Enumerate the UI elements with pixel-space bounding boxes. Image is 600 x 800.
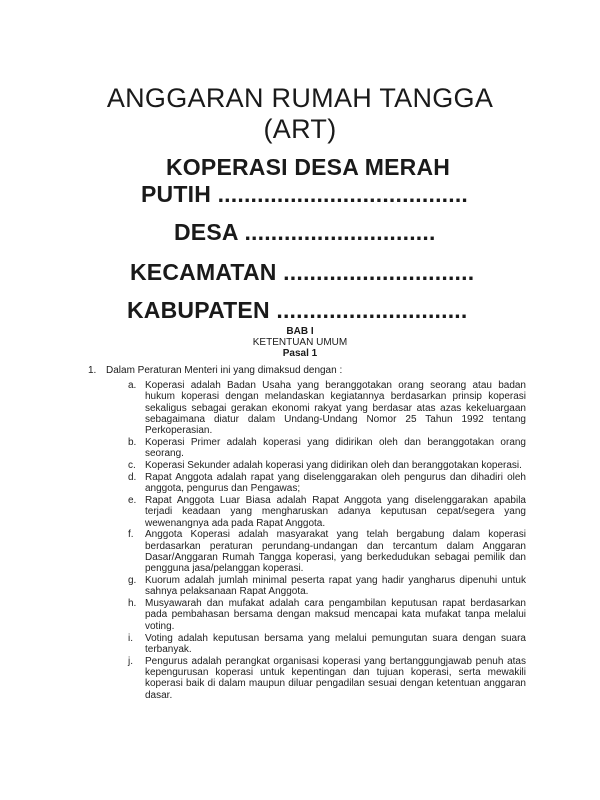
list-item-text: Rapat Anggota adalah rapat yang diselenggarakan oleh pengurus dan dihadiri oleh anggota, pengurus dan Pengawas;: [145, 471, 526, 495]
list-item-text: Koperasi Primer adalah koperasi yang didirikan oleh dan beranggotakan orang seorang.: [145, 436, 526, 460]
cooperative-name: KOPERASI DESA MERAH: [166, 154, 451, 180]
list-item-label: a.: [128, 380, 137, 391]
intro-text: Dalam Peraturan Menteri ini yang dimaksud dengan :: [106, 365, 343, 376]
list-item-label: d.: [128, 471, 137, 483]
list-item: [128, 495, 526, 529]
list-item-text: Voting adalah keputusan bersama yang melalui pemungutan suara dengan suara terbanyak.: [145, 632, 526, 655]
list-item-text: Koperasi Sekunder adalah koperasi yang didirikan oleh dan beranggotakan koperasi.: [145, 460, 522, 472]
article-number: Pasal 1: [282, 348, 318, 359]
chapter-number: BAB I: [286, 326, 314, 337]
definitions-list: [128, 380, 526, 701]
list-item: [128, 472, 526, 495]
list-item-label: j.: [128, 655, 133, 667]
intro-number: 1.: [88, 365, 97, 376]
cooperative-name-continued: PUTIH ......................................: [141, 181, 469, 207]
list-item-text: Musyawarah dan mufakat adalah cara pengambilan keputusan rapat berdasarkan pada pembahasan bersama dengan maksud mencapai kata mufakat tanpa melalui voting.: [145, 598, 526, 632]
document-title: ANGGARAN RUMAH TANGGA: [106, 83, 494, 113]
list-item-text: Rapat Anggota Luar Biasa adalah Rapat Anggota yang diselenggarakan apabila terjadi keadaan yang mengharuskan adanya keputusan cepat/segera yang wewenangnya ada pada Rapat Anggota.: [145, 494, 526, 529]
list-item-text: Koperasi adalah Badan Usaha yang beranggotakan orang seorang atau badan hukum koperasi dengan melandaskan kegiatannya berdasarkan prinsip koperasi sekaligus sebagai gerakan ekonomi rakyat yang berdasar atas azas kekeluargaan sebagaimana diatur dalam Undang-Undang Nomor 25 Tahun 1992 tentang Perkoperasian.: [145, 380, 526, 437]
list-item-text: Pengurus adalah perangkat organisasi koperasi yang bertanggungjawab penuh atas kepengurusan koperasi untuk kepentingan dan tujuan koperasi, serta mewakili koperasi baik di dalam maupun diluar pengadilan sesuai dengan ketentuan anggaran dasar.: [145, 655, 526, 701]
list-item-text: Kuorum adalah jumlah minimal peserta rapat yang hadir yangharus dipenuhi untuk sahnya pelaksanaan Rapat Anggota.: [145, 575, 526, 598]
list-item-label: e.: [128, 494, 137, 506]
list-item-label: c.: [128, 460, 136, 472]
chapter-heading: KETENTUAN UMUM: [252, 337, 348, 348]
list-item: [128, 575, 526, 598]
list-item-text: Anggota Koperasi adalah masyarakat yang telah bergabung dalam koperasi berdasarkan peraturan perundang-undangan dan tercantum dalam Anggaran Dasar/Anggaran Rumah Tangga koperasi, yang berkedudukan sebagai pemilik dan pengguna jasa/pelanggan koperasi.: [145, 529, 526, 575]
district-field: KECAMATAN .............................: [130, 259, 475, 285]
document-title-abbrev: (ART): [263, 114, 337, 144]
list-item: [128, 656, 526, 701]
list-item-label: i.: [128, 632, 133, 644]
list-item: [128, 633, 526, 656]
list-item: [128, 529, 526, 574]
list-item: [128, 598, 526, 632]
list-item-label: g.: [128, 575, 137, 587]
list-item-label: b.: [128, 436, 137, 448]
regency-field: KABUPATEN .............................: [127, 297, 468, 323]
intro-paragraph: [88, 365, 342, 376]
list-item-label: h.: [128, 598, 137, 610]
list-item: [128, 380, 526, 436]
list-item: [128, 437, 526, 460]
village-field: DESA .............................: [174, 219, 436, 245]
list-item-label: f.: [128, 529, 134, 541]
list-item: [128, 460, 526, 471]
